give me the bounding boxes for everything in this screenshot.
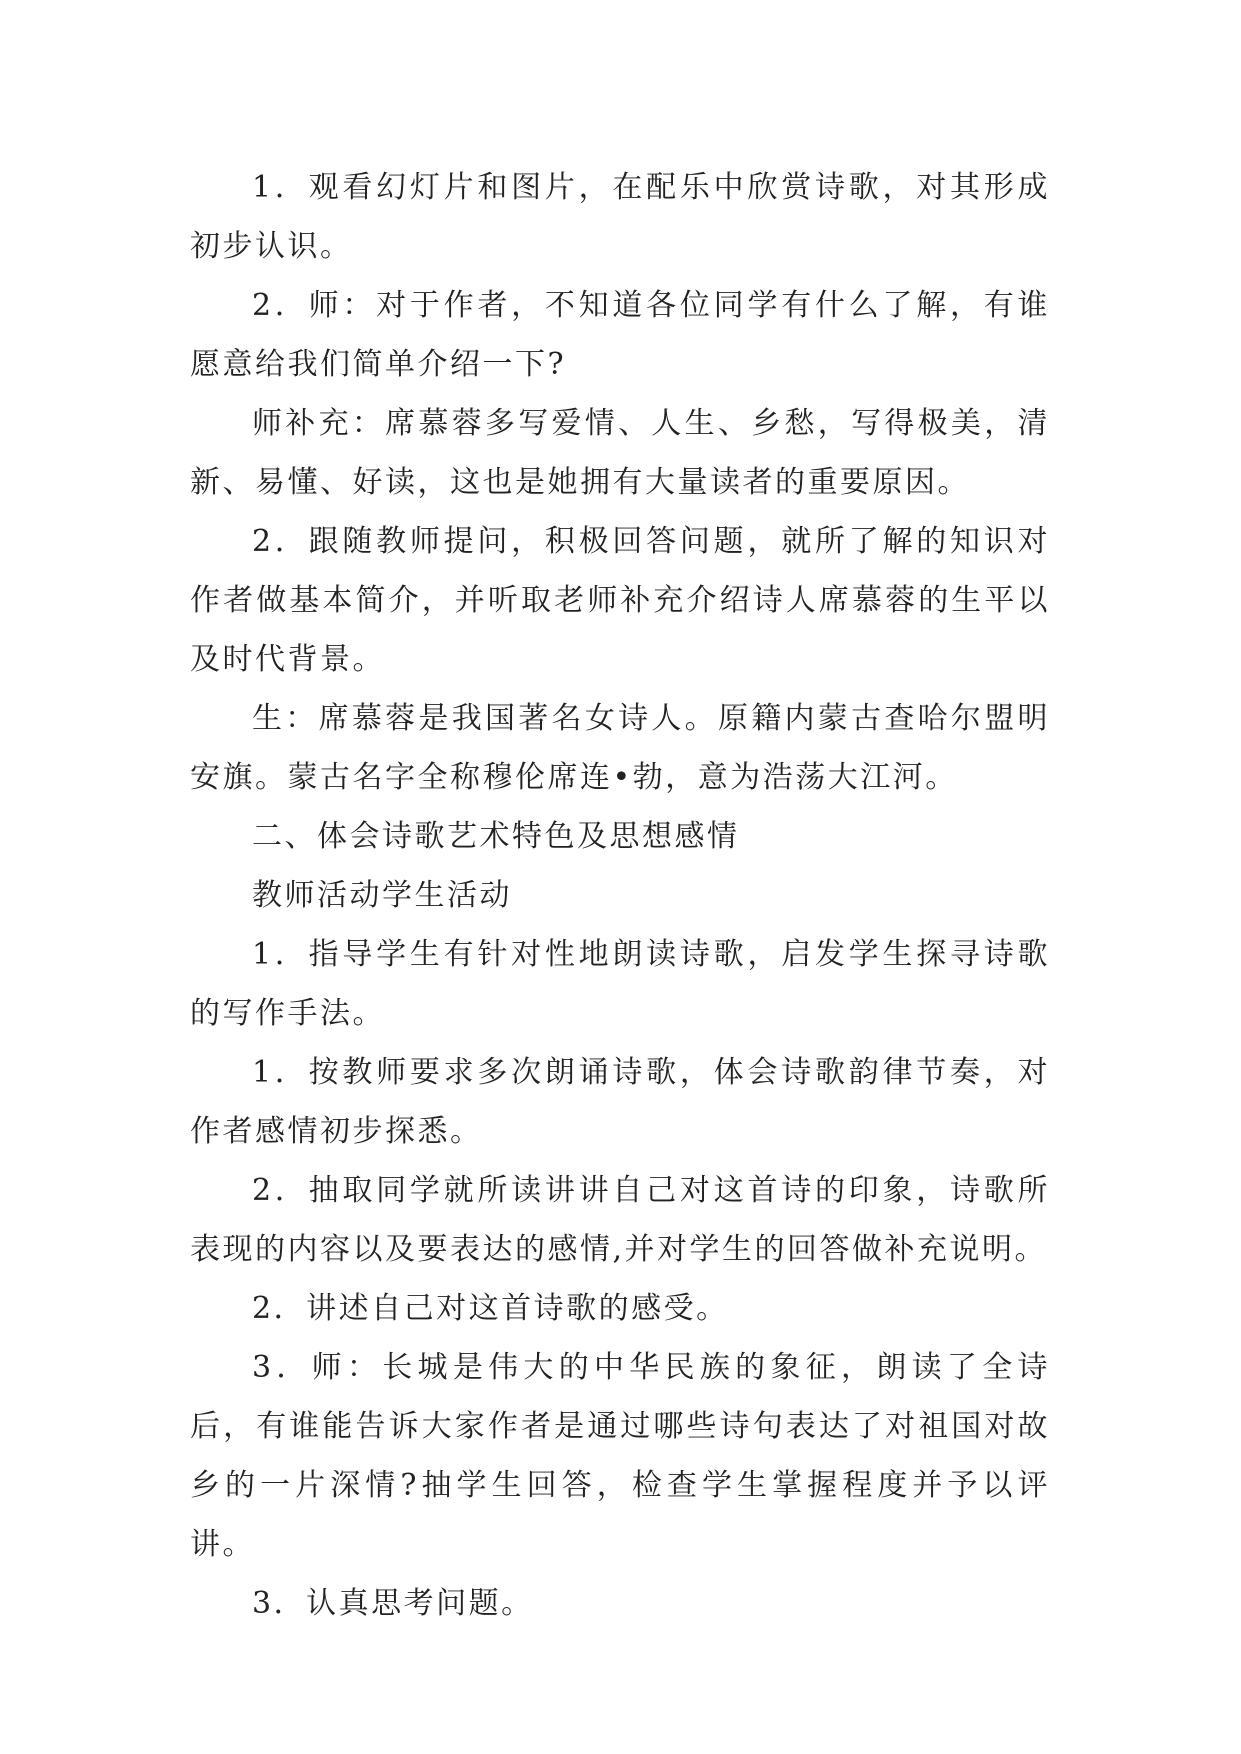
paragraph: 2．师：对于作者，不知道各位同学有什么了解，有谁愿意给我们简单介绍一下? [190,288,1050,382]
paragraph: 1．指导学生有针对性地朗读诗歌，启发学生探寻诗歌的写作手法。 [190,937,1050,1031]
document-body [190,158,1050,1633]
paragraph: 2．讲述自己对这首诗歌的感受。 [252,1291,729,1326]
paragraph: 师补充：席慕蓉多写爱情、人生、乡愁，写得极美，清新、易懂、好读，这也是她拥有大量读者的重要原因。 [190,406,1050,500]
paragraph: 生：席慕蓉是我国著名女诗人。原籍内蒙古查哈尔盟明安旗。蒙古名字全称穆伦席连•勃，意为浩荡大江河。 [190,701,1050,795]
paragraph: 1．观看幻灯片和图片，在配乐中欣赏诗歌，对其形成初步认识。 [190,170,1050,264]
paragraph: 3．认真思考问题。 [252,1586,534,1621]
paragraph: 1．按教师要求多次朗诵诗歌，体会诗歌韵律节奏，对作者感情初步探悉。 [190,1055,1050,1149]
paragraph: 3．师：长城是伟大的中华民族的象征，朗读了全诗后，有谁能告诉大家作者是通过哪些诗句表达了对祖国对故乡的一片深情?抽学生回答，检查学生掌握程度并予以评讲。 [190,1350,1050,1562]
section-heading: 二、体会诗歌艺术特色及思想感情 [252,819,740,854]
paragraph: 2．跟随教师提问，积极回答问题，就所了解的知识对作者做基本简介，并听取老师补充介绍诗人席慕蓉的生平以及时代背景。 [190,524,1050,677]
table-header-text: 教师活动学生活动 [252,878,512,913]
paragraph: 2．抽取同学就所读讲讲自己对这首诗的印象，诗歌所表现的内容以及要表达的感情,并对学生的回答做补充说明。 [190,1173,1050,1267]
